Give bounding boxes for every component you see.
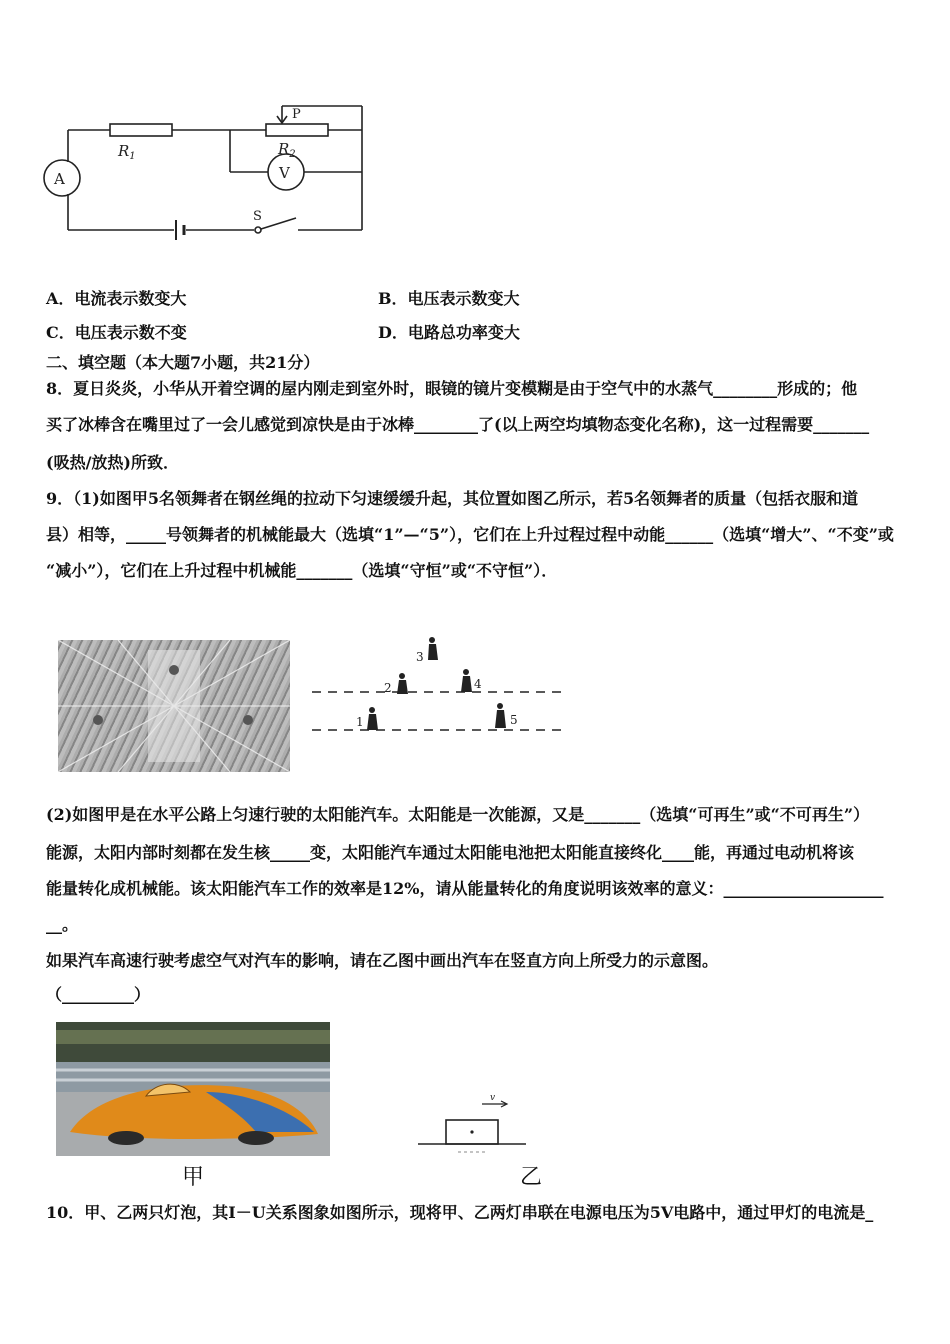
- svg-text:1: 1: [356, 715, 364, 729]
- svg-text:v: v: [490, 1093, 496, 1103]
- figure-label-jia: 甲: [182, 1165, 205, 1190]
- dancer-figure-5: [495, 703, 506, 728]
- resistor-r1: [110, 124, 172, 136]
- svg-text:R1: $R_1$: [118, 142, 136, 162]
- dancer-figure-1: [367, 707, 378, 730]
- q10-line1: 10．甲、乙两只灯泡，其I－U关系图象如图所示，现将甲、乙两灯串联在电源电压为5V电路中，通过甲灯的电流是_: [46, 1203, 874, 1222]
- svg-text:R2: $R_2$: [278, 140, 296, 160]
- svg-text:P: P: [292, 107, 301, 122]
- solar-car-photo: [56, 1022, 330, 1156]
- switch: [255, 227, 261, 233]
- dancer-figure-4: [461, 669, 472, 692]
- q8-line3: (吸热/放热)所致．: [46, 453, 179, 472]
- option-a: A．电流表示数变大: [46, 289, 187, 308]
- svg-text:3: 3: [416, 650, 424, 664]
- q9-line3: “减小”），它们在上升过程中机械能_______（选填“守恒”或“不守恒”）．: [46, 561, 558, 580]
- q9-line2: 县）相等，_____号领舞者的机械能最大（选填“1”—“5”），它们在上升过程过程中动能______（选填“增大”、“不变”或: [46, 525, 894, 544]
- section-heading: 二、填空题（本大题7小题，共21分）: [46, 353, 320, 372]
- svg-text:5: 5: [510, 713, 518, 727]
- q8-line2: 买了冰棒含在嘴里过了一会儿感觉到凉快是由于冰棒________了(以上两空均填物态变化名称)，这一过程需要_______: [46, 415, 870, 434]
- q9-part2-line6: （_________）: [46, 985, 151, 1004]
- figure-label-yi: 乙: [520, 1165, 543, 1190]
- q9-part2-line2: 能源，太阳内部时刻都在发生核_____变，太阳能汽车通过太阳能电池把太阳能直接终化____能，再通过电动机将该: [46, 843, 855, 862]
- circuit-diagram: [40, 98, 380, 248]
- svg-text:4: 4: [474, 677, 482, 691]
- dancer-positions-diagram: [308, 630, 568, 740]
- q9-part2-line5: 如果汽车高速行驶考虑空气对汽车的影响，请在乙图中画出汽车在竖直方向上所受力的示意图。: [46, 951, 719, 970]
- dancers-photo: [58, 640, 290, 772]
- option-d: D．电路总功率变大: [378, 323, 520, 342]
- q9-part2-line3: 能量转化成机械能。该太阳能汽车工作的效率是12%，请从能量转化的角度说明该效率的意义：____________________: [46, 879, 884, 898]
- option-c: C．电压表示数不变: [46, 323, 187, 342]
- svg-text:S: S: [253, 209, 262, 224]
- option-b: B．电压表示数变大: [378, 289, 520, 308]
- q9-line1: 9．（1)如图甲5名领舞者在钢丝绳的拉动下匀速缓缓升起，其位置如图乙所示，若5名领舞者的质量（包括衣服和道: [46, 489, 859, 508]
- svg-text:A: A: [54, 170, 65, 188]
- dancer-figure-3: [428, 637, 438, 660]
- svg-text:2: 2: [384, 681, 392, 695]
- dancer-figure-2: [397, 673, 408, 694]
- resistor-r2: [266, 124, 328, 136]
- q8-line1: 8．夏日炎炎，小华从开着空调的屋内刚走到室外时，眼镜的镜片变模糊是由于空气中的水蒸气________形成的；他: [46, 379, 858, 398]
- svg-text:V: V: [279, 164, 290, 182]
- q9-part2-line4: __。: [46, 915, 79, 934]
- force-diagram: [412, 1088, 532, 1168]
- q9-part2-line1: (2)如图甲是在水平公路上匀速行驶的太阳能汽车。太阳能是一次能源，又是_______（选填“可再生”或“不可再生”）: [46, 805, 870, 824]
